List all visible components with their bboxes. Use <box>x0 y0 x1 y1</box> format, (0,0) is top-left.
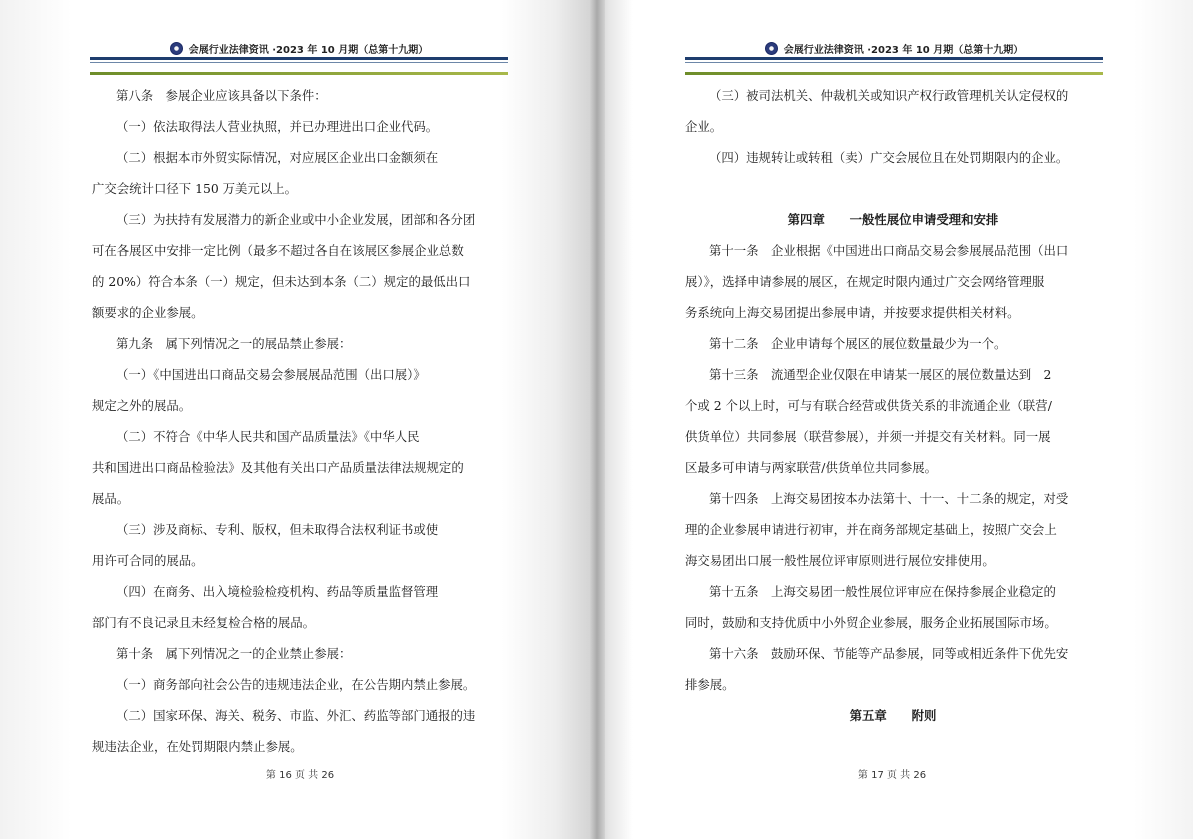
page-number: 第 17 页 共 26 <box>857 770 927 781</box>
page-number: 第 16 页 共 26 <box>265 770 335 781</box>
text-line: 第十四条 上海交易团按本办法第十、十一、十二条的规定，对受 <box>709 491 1069 506</box>
right-page <box>597 0 1193 839</box>
text-line: 区最多可申请与两家联营/供货单位共同参展。 <box>685 460 937 475</box>
text-line: （三）被司法机关、仲裁机关或知识产权行政管理机关认定侵权的 <box>709 88 1069 103</box>
header-title: 会展行业法律资讯 ·2023 年 10 月期（总第十九期） <box>188 44 429 56</box>
text-line: 部门有不良记录且未经复检合格的展品。 <box>92 615 316 630</box>
text-line: 第十二条 企业申请每个展区的展位数量最少为一个。 <box>709 336 1007 351</box>
accent-rule <box>685 72 1103 75</box>
text-line: 展品。 <box>92 491 130 506</box>
text-line: 规定之外的展品。 <box>92 398 192 413</box>
text-line: 用许可合同的展品。 <box>92 553 204 568</box>
text-line: 的 20%）符合本条（一）规定，但未达到本条（二）规定的最低出口 <box>92 274 471 289</box>
text-line: 务系统向上海交易团提出参展申请，并按要求提供相关材料。 <box>685 305 1020 320</box>
text-line: 额要求的企业参展。 <box>92 305 204 320</box>
text-line: 个或 2 个以上时，可与有联合经营或供货关系的非流通企业（联营/ <box>685 398 1052 413</box>
emblem-icon <box>765 42 778 55</box>
text-line: （四）违规转让或转租（卖）广交会展位且在处罚期限内的企业。 <box>709 150 1069 165</box>
page-header <box>90 38 508 58</box>
text-line: 广交会统计口径下 150 万美元以上。 <box>92 181 297 196</box>
text-line: 第八条 参展企业应该具备以下条件： <box>116 88 327 103</box>
header-rule <box>685 57 1103 60</box>
left-page-body <box>92 80 508 762</box>
text-line: （二）根据本市外贸实际情况，对应展区企业出口金额须在 <box>116 150 439 165</box>
blank-line <box>685 173 1101 204</box>
header-title: 会展行业法律资讯 ·2023 年 10 月期（总第十九期） <box>783 44 1024 56</box>
header-thin-rule <box>685 62 1103 63</box>
chapter-heading: 第四章 一般性展位申请受理和安排 <box>787 212 999 227</box>
header-thin-rule <box>90 62 508 63</box>
text-line: 共和国进出口商品检验法》及其他有关出口产品质量法律法规规定的 <box>92 460 464 475</box>
header-rule <box>90 57 508 60</box>
text-line: （一）依法取得法人营业执照，并已办理进出口企业代码。 <box>116 119 439 134</box>
text-line: 展）》，选择申请参展的展区，在规定时限内通过广交会网络管理服 <box>685 274 1045 289</box>
text-line: （三）为扶持有发展潜力的新企业或中小企业发展，团部和各分团 <box>116 212 476 227</box>
text-line: （一）商务部向社会公告的违规违法企业，在公告期内禁止参展。 <box>116 677 476 692</box>
text-line: 同时，鼓励和支持优质中小外贸企业参展，服务企业拓展国际市场。 <box>685 615 1057 630</box>
text-line: （三）涉及商标、专利、版权，但未取得合法权利证书或使 <box>116 522 439 537</box>
accent-rule <box>90 72 508 75</box>
text-line: 排参展。 <box>685 677 735 692</box>
right-page-body <box>685 80 1101 731</box>
text-line: 第十五条 上海交易团一般性展位评审应在保持参展企业稳定的 <box>709 584 1056 599</box>
text-line: 可在各展区中安排一定比例（最多不超过各自在该展区参展企业总数 <box>92 243 464 258</box>
emblem-icon <box>170 42 183 55</box>
text-line: 规违法企业，在处罚期限内禁止参展。 <box>92 739 303 754</box>
text-line: 第十条 属下列情况之一的企业禁止参展： <box>116 646 352 661</box>
text-line: 第九条 属下列情况之一的展品禁止参展： <box>116 336 352 351</box>
text-line: 供货单位）共同参展（联营参展），并须一并提交有关材料。同一展 <box>685 429 1051 444</box>
text-line: 海交易团出口展一般性展位评审原则进行展位安排使用。 <box>685 553 995 568</box>
text-line: 第十一条 企业根据《中国进出口商品交易会参展展品范围（出口 <box>709 243 1069 258</box>
text-line: 第十六条 鼓励环保、节能等产品参展，同等或相近条件下优先安 <box>709 646 1069 661</box>
text-line: （四）在商务、出入境检验检疫机构、药品等质量监督管理 <box>116 584 439 599</box>
text-line: （二）国家环保、海关、税务、市监、外汇、药监等部门通报的违 <box>116 708 476 723</box>
text-line: （一）《中国进出口商品交易会参展展品范围（出口展）》 <box>116 367 426 382</box>
text-line: 第十三条 流通型企业仅限在申请某一展区的展位数量达到 2 <box>709 367 1052 382</box>
text-line: 企业。 <box>685 119 723 134</box>
text-line: 理的企业参展申请进行初审，并在商务部规定基础上，按照广交会上 <box>685 522 1057 537</box>
book-gutter <box>589 0 605 839</box>
chapter-heading: 第五章 附则 <box>849 708 937 723</box>
text-line: （二）不符合《中华人民共和国产品质量法》《中华人民 <box>116 429 420 444</box>
page-header <box>685 38 1103 58</box>
